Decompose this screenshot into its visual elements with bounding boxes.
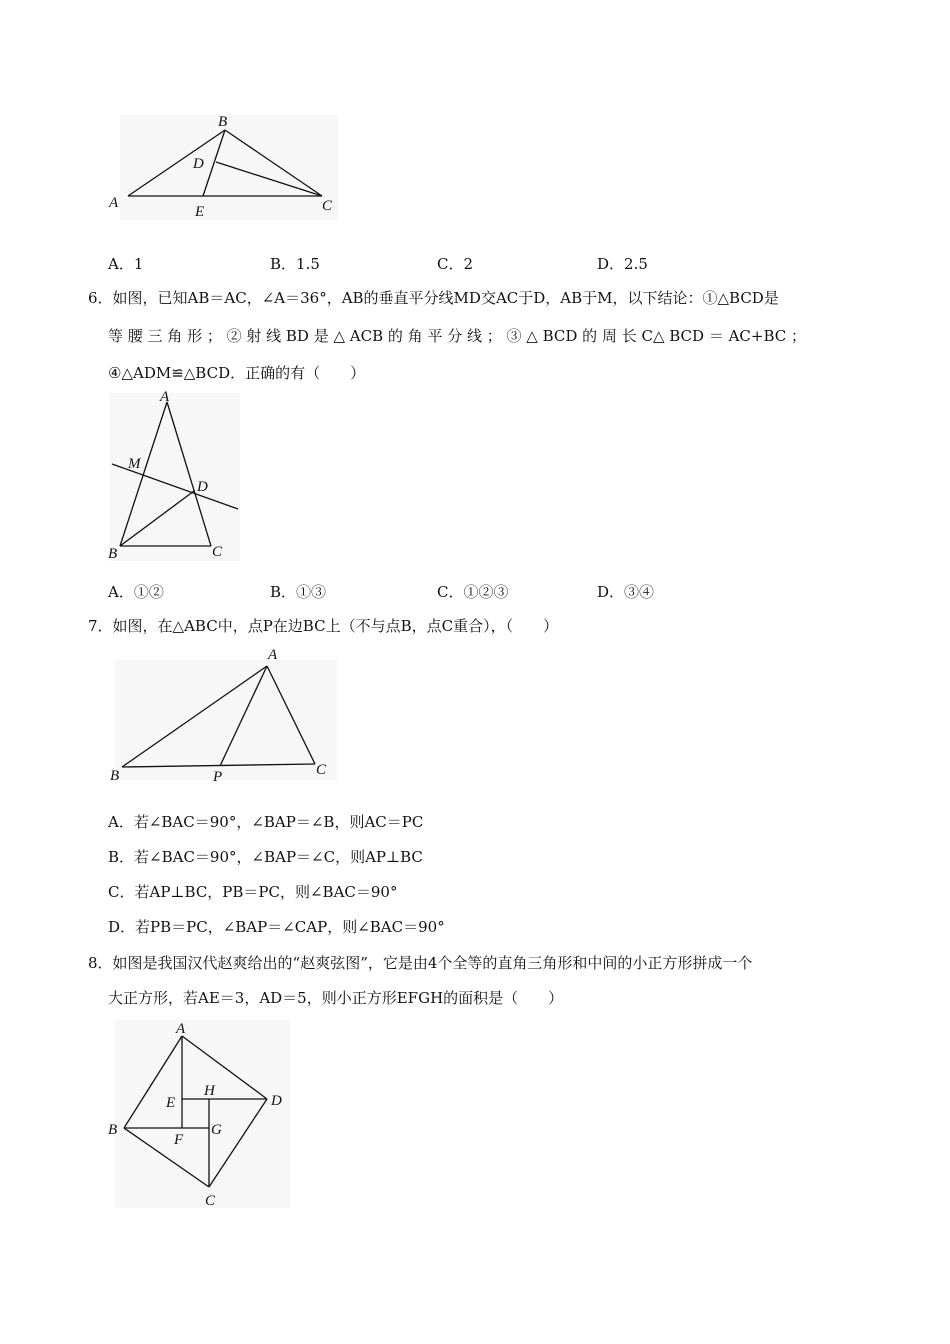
q6-label-d: D xyxy=(197,479,208,495)
q5-label-d: D xyxy=(193,156,204,172)
q6-line1: 6．如图，已知AB＝AC，∠A＝36°，AB的垂直平分线MD交AC于D，AB于M，以下结论：①△BCD是 xyxy=(88,289,779,307)
q6-label-a: A xyxy=(160,389,170,405)
q5-label-c: C xyxy=(322,198,333,214)
q5-option-c: C．2 xyxy=(437,255,474,273)
q7-label-c: C xyxy=(316,762,327,778)
q8-label-d: D xyxy=(271,1093,282,1109)
q6-label-m: M xyxy=(128,456,141,472)
q8-figure xyxy=(100,1012,295,1212)
q6-label-c: C xyxy=(212,544,223,560)
q8-label-b: B xyxy=(108,1122,118,1138)
q8-label-e: E xyxy=(166,1095,176,1111)
q5-label-e: E xyxy=(195,204,205,220)
q6-number: 6． xyxy=(88,289,113,307)
q6-option-a: A．①② xyxy=(108,583,164,601)
q5-option-b: B．1.5 xyxy=(270,255,320,273)
q7-label-b: B xyxy=(110,768,120,784)
q6-figure xyxy=(100,388,245,563)
q6-line3: ④△ADM≌△BCD．正确的有（ ） xyxy=(108,364,366,382)
q5-label-a: A xyxy=(109,195,119,211)
q5-label-b: B xyxy=(218,114,228,130)
q6-option-c: C．①②③ xyxy=(437,583,509,601)
q5-option-a: A．1 xyxy=(108,255,144,273)
q7-label-p: P xyxy=(213,769,223,785)
q6-label-b: B xyxy=(108,546,118,562)
q6-line2: 等 腰 三 角 形 ； ② 射 线 BD 是 △ ACB 的 角 平 分 线 ； ③ △ BCD 的 周 长 C△ BCD ＝ AC+BC ； xyxy=(108,327,807,345)
q6-option-b: B．①③ xyxy=(270,583,327,601)
q8-line2: 大正方形，若AE＝3，AD＝5，则小正方形EFGH的面积是（ ） xyxy=(108,989,564,1007)
q7-label-a: A xyxy=(268,647,278,663)
q7-stem: 7．如图，在△ABC中，点P在边BC上（不与点B，点C重合），（ ） xyxy=(88,617,559,635)
q7-option-d: D．若PB＝PC，∠BAP＝∠CAP，则∠BAC＝90° xyxy=(108,918,445,936)
q8-label-a: A xyxy=(176,1021,186,1037)
q8-label-h: H xyxy=(204,1083,215,1099)
q8-label-f: F xyxy=(174,1132,184,1148)
q7-number: 7． xyxy=(88,617,113,635)
q7-option-b: B．若∠BAC＝90°，∠BAP＝∠C，则AP⊥BC xyxy=(108,848,423,866)
q6-option-d: D．③④ xyxy=(597,583,655,601)
q8-label-c: C xyxy=(205,1193,216,1209)
q8-number: 8． xyxy=(88,954,113,972)
q5-option-d: D．2.5 xyxy=(597,255,648,273)
q7-figure xyxy=(100,640,340,785)
q7-option-a: A．若∠BAC＝90°，∠BAP＝∠B，则AC＝PC xyxy=(108,813,424,831)
q8-label-g: G xyxy=(211,1122,222,1138)
q8-line1: 8．如图是我国汉代赵爽给出的“赵爽弦图”，它是由4个全等的直角三角形和中间的小正方形拼成一个 xyxy=(88,954,753,972)
q5-figure xyxy=(100,110,345,225)
q7-option-c: C．若AP⊥BC，PB＝PC，则∠BAC＝90° xyxy=(108,883,398,901)
